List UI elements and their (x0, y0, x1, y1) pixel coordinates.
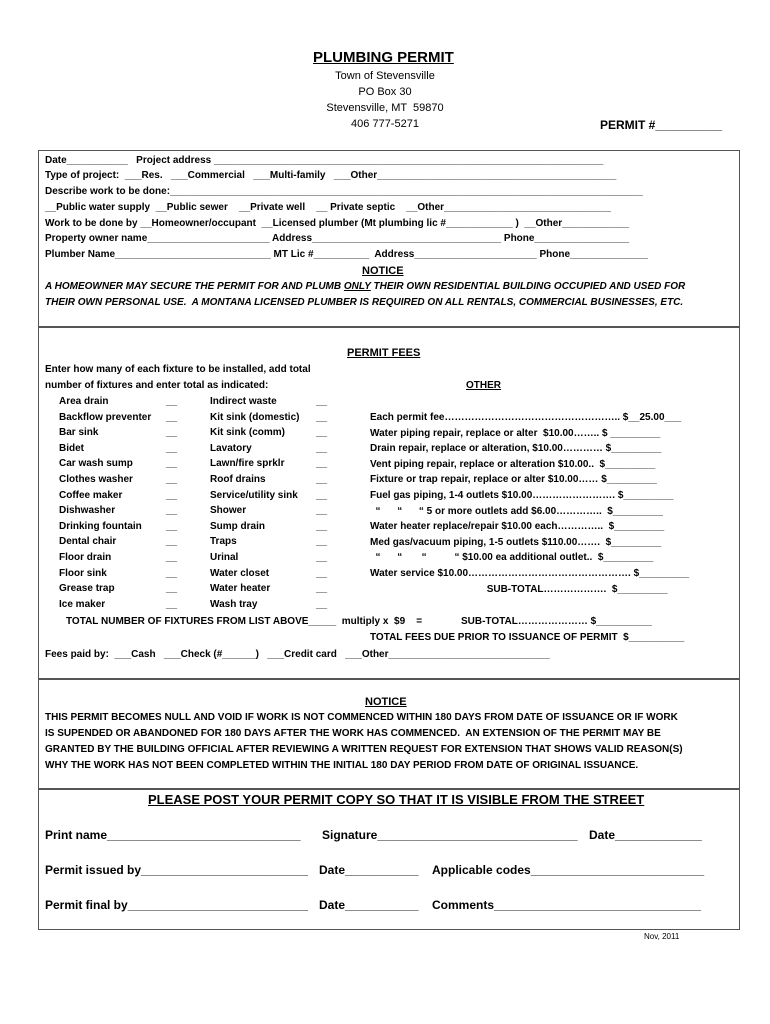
fixture-label: Area drain (59, 396, 109, 407)
fixture-label: Bidet (59, 442, 84, 454)
fixture-count-field[interactable]: __ (316, 489, 328, 501)
fixture-count-field[interactable]: __ (166, 520, 178, 532)
other-fee-line[interactable]: “ “ “ 5 or more outlets add $6.00………….. $_________ (370, 505, 663, 517)
homeowner-notice-line2: THEIR OWN PERSONAL USE. A MONTANA LICENSED PLUMBER IS REQUIRED ON ALL RENTALS, COMMERCIAL BUSINESSES, ETC. (45, 297, 684, 308)
final-date-field[interactable]: Date___________ (319, 898, 419, 912)
fixture-count-field[interactable]: __ (316, 583, 328, 595)
revision-date: Nov, 2011 (644, 932, 680, 941)
fees-instructions-2: number of fixtures and enter total as indicated: (45, 380, 269, 391)
fixture-count-field[interactable]: __ (316, 552, 328, 563)
fixture-count-field[interactable]: __ (166, 458, 178, 470)
fixture-label: Wash tray (210, 598, 258, 610)
fixture-count-field[interactable]: __ (166, 442, 178, 454)
fixture-label: Lavatory (210, 442, 252, 454)
notice2-line: WHY THE WORK HAS NOT BEEN COMPLETED WITHIN THE INITIAL 180 DAY PERIOD FROM DATE OF ORIGINAL ISSUANCE. (45, 760, 639, 771)
fixture-count-field[interactable]: __ (316, 411, 328, 423)
fixture-label: Roof drains (210, 474, 266, 485)
fixture-count-field[interactable]: __ (316, 536, 328, 548)
town-phone: 406 777-5271 (351, 118, 419, 130)
fixture-label: Backflow preventer (59, 411, 152, 423)
fixture-count-field[interactable]: __ (166, 411, 178, 423)
notice2-line: THIS PERMIT BECOMES NULL AND VOID IF WORK IS NOT COMMENCED WITHIN 180 DAYS FROM DATE OF ISSUANCE OR IF WORK (45, 712, 678, 723)
total-fixtures-line[interactable]: TOTAL NUMBER OF FIXTURES FROM LIST ABOVE_____ multiply x $9 = SUB-TOTAL………………… $__________ (66, 616, 652, 627)
fixture-label: Water heater (210, 583, 271, 595)
fixture-label: Dental chair (59, 536, 117, 548)
work-description-line[interactable]: Describe work to be done:_____________________________________________________________________________________ (45, 186, 643, 197)
fixture-label: Coffee maker (59, 489, 123, 501)
po-box: PO Box 30 (358, 86, 412, 98)
fixture-count-field[interactable]: __ (316, 598, 328, 610)
fixture-count-field[interactable]: __ (316, 442, 328, 454)
permit-issued-by-field[interactable]: Permit issued by_________________________ (45, 863, 308, 877)
other-fee-line[interactable]: Drain repair, replace or alteration, $10.00………… $_________ (370, 443, 662, 455)
fixture-label: Urinal (210, 552, 239, 563)
utilities-line[interactable]: __Public water supply __Public sewer __Private well __ Private septic __Other______________________________ (45, 202, 611, 213)
fixture-label: Traps (210, 536, 237, 548)
fixture-label: Ice maker (59, 598, 106, 610)
city-address: Stevensville, MT 59870 (326, 102, 444, 114)
permit-final-by-field[interactable]: Permit final by___________________________ (45, 898, 308, 912)
notice2-title: NOTICE (365, 696, 407, 708)
fixture-count-field[interactable]: __ (166, 583, 178, 595)
fixture-count-field[interactable]: __ (166, 598, 178, 610)
fixture-label: Lawn/fire sprklr (210, 458, 285, 470)
homeowner-notice-line1: A HOMEOWNER MAY SECURE THE PERMIT FOR AND PLUMB ONLY THEIR OWN RESIDENTIAL BUILDING OCCUPIED AND USED FOR (45, 281, 686, 292)
fixture-count-field[interactable]: __ (316, 458, 328, 470)
fees-paid-by-line[interactable]: Fees paid by: ___Cash ___Check (#______) ___Credit card ___Other_____________________________ (45, 649, 550, 660)
date-address-line[interactable]: Date___________ Project address ______________________________________________________________________ (45, 155, 604, 166)
print-name-field[interactable]: Print name_____________________________ (45, 828, 301, 842)
fixture-label: Sump drain (210, 520, 266, 532)
fixture-count-field[interactable]: __ (316, 505, 328, 517)
other-fee-line[interactable]: Water piping repair, replace or alter $10.00…….. $ _________ (370, 427, 661, 439)
fixture-label: Grease trap (59, 583, 115, 595)
fixture-label: Drinking fountain (59, 520, 142, 532)
fixture-count-field[interactable]: __ (166, 552, 178, 563)
notice-title: NOTICE (362, 265, 404, 277)
applicable-codes-field[interactable]: Applicable codes__________________________ (432, 863, 705, 877)
issue-date-field[interactable]: Date___________ (319, 863, 419, 877)
fixture-count-field[interactable]: __ (166, 474, 178, 485)
permit-fees-title: PERMIT FEES (347, 347, 421, 359)
other-fee-line[interactable]: Fixture or trap repair, replace or alter $10.00…… $_________ (370, 474, 657, 486)
fixture-label: Car wash sump (59, 458, 133, 470)
fixture-count-field[interactable]: __ (316, 474, 328, 485)
fixture-count-field[interactable]: __ (166, 427, 178, 439)
fixture-label: Floor drain (59, 552, 112, 563)
total-fees-line[interactable]: TOTAL FEES DUE PRIOR TO ISSUANCE OF PERMIT $__________ (370, 632, 685, 643)
fixture-label: Indirect waste (210, 396, 277, 407)
permit-number-field[interactable]: PERMIT #__________ (600, 118, 723, 132)
fixture-label: Clothes washer (59, 474, 133, 485)
post-permit-notice: PLEASE POST YOUR PERMIT COPY SO THAT IT IS VISIBLE FROM THE STREET (148, 792, 645, 807)
fixture-label: Dishwasher (59, 505, 116, 517)
fixture-label: Kit sink (comm) (210, 427, 286, 439)
fixture-count-field[interactable]: __ (166, 505, 178, 517)
project-type-line[interactable]: Type of project: ___Res. ___Commercial ___Multi-family ___Other___________________________________________ (45, 170, 617, 181)
fixture-label: Service/utility sink (210, 489, 298, 501)
fixture-label: Floor sink (59, 567, 107, 579)
fixture-count-field[interactable]: __ (316, 427, 328, 439)
permit-title: PLUMBING PERMIT (313, 49, 454, 66)
notice2-line: IS SUPENDED OR ABANDONED FOR 180 DAYS AFTER THE WORK HAS COMMENCED. AN EXTENSION OF THE PERMIT MAY BE (45, 728, 661, 739)
other-fee-line[interactable]: Med gas/vacuum piping, 1-5 outlets $110.00……. $_________ (370, 536, 662, 548)
fixture-label: Kit sink (domestic) (210, 411, 300, 423)
fixture-count-field[interactable]: __ (166, 489, 178, 501)
other-title: OTHER (466, 380, 501, 391)
fixture-count-field[interactable]: __ (166, 536, 178, 548)
notice2-line: GRANTED BY THE BUILDING OFFICIAL AFTER REVIEWING A WRITTEN REQUEST FOR EXTENSION THAT SHOWS VALID REASON(S) (45, 744, 683, 755)
other-fee-line[interactable]: Each permit fee…………………………………………….. $__25.00___ (370, 412, 682, 423)
other-fee-line[interactable]: “ “ “ “ $10.00 ea additional outlet.. $_________ (370, 552, 654, 564)
fixture-count-field[interactable]: __ (316, 520, 328, 532)
fixture-label: Bar sink (59, 427, 99, 439)
fees-instructions-1: Enter how many of each fixture to be installed, add total (45, 364, 311, 375)
fixture-count-field[interactable]: __ (316, 567, 328, 579)
fixture-label: Water closet (210, 567, 270, 579)
other-fee-line[interactable]: Water heater replace/repair $10.00 each………….. $_________ (370, 521, 665, 533)
work-done-by-line[interactable]: Work to be done by __Homeowner/occupant __Licensed plumber (Mt plumbing lic #____________ ) __Other____________ (45, 218, 629, 229)
fixture-label: Shower (210, 505, 247, 517)
town-name: Town of Stevensville (335, 70, 435, 82)
fixture-count-field[interactable]: __ (316, 396, 328, 407)
sign-date-field[interactable]: Date_____________ (589, 828, 702, 842)
other-fee-line[interactable]: Vent piping repair, replace or alteration $10.00.. $_________ (370, 458, 656, 470)
other-fee-line[interactable]: SUB-TOTAL………………. $_________ (370, 583, 668, 595)
fixture-count-field[interactable]: __ (166, 396, 178, 407)
fixture-count-field[interactable]: __ (166, 567, 178, 579)
other-fee-line[interactable]: Fuel gas piping, 1-4 outlets $10.00……………………. $_________ (370, 490, 674, 501)
other-fee-line[interactable]: Water service $10.00…………………………………………. $_________ (370, 568, 690, 579)
plumber-line[interactable]: Plumber Name____________________________ MT Lic #__________ Address______________________ Phone______________ (45, 249, 648, 260)
comments-field[interactable]: Comments_______________________________ (432, 898, 701, 912)
property-owner-line[interactable]: Property owner name______________________ Address__________________________________ Phone_________________ (45, 233, 629, 244)
signature-field[interactable]: Signature______________________________ (322, 828, 578, 842)
